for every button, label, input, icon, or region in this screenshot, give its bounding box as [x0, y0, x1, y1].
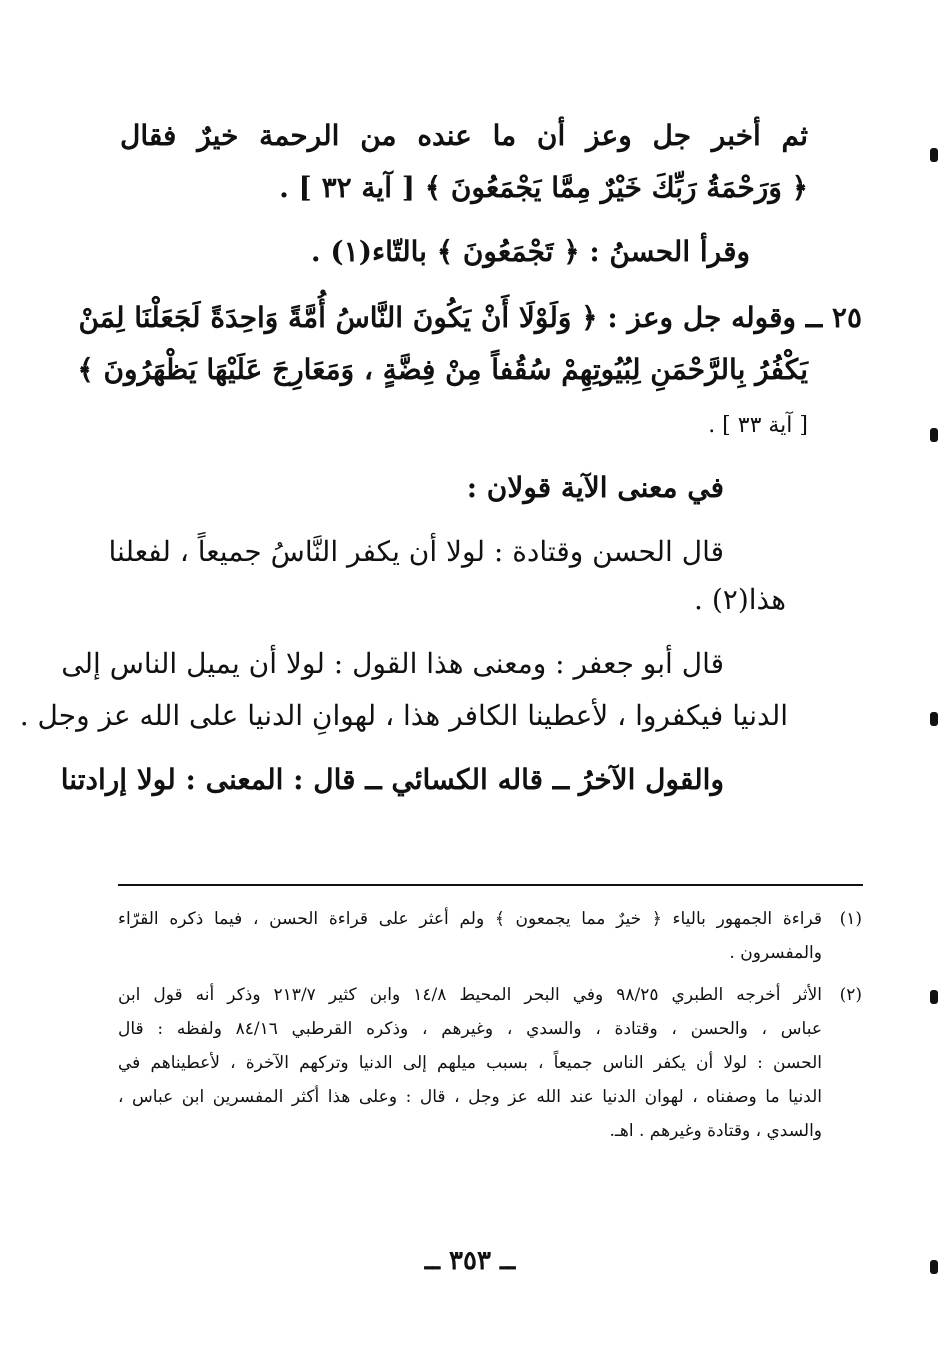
text-line-9: هذا(٢) . — [694, 583, 786, 616]
footnote-2-line-4: الدنيا ما وصفناه ، لهوان الدنيا عند الله عز وجل ، قال : وعلى هذا أكثر المفسرين ابن عباس ، — [118, 1087, 822, 1107]
section-heading: في معنى الآية قولان : — [466, 471, 724, 504]
text-line-4: ٢٥ ــ وقوله جل وعز : ﴿ وَلَوْلَا أَنْ يَكُونَ النَّاسُ أُمَّةً وَاحِدَةً لَجَعَلْنَا لِمَنْ — [78, 301, 862, 334]
text-line-12: والقول الآخرُ ــ قاله الكسائي ــ قال : المعنى : لولا إرادتنا — [60, 763, 724, 796]
footnote-2-number: (٢) — [839, 985, 862, 1005]
text-line-8: قال الحسن وقتادة : لولا أن يكفر النَّاسُ جميعاً ، لفعلنا — [108, 535, 724, 568]
footnote-1-number: (١) — [839, 909, 862, 929]
footnote-2-line-1: الأثر أخرجه الطبري ٩٨/٢٥ وفي البحر المحيط ١٤/٨ وابن كثير ٢١٣/٧ وذكر أنه قول ابن — [118, 985, 823, 1005]
footnote-separator — [118, 884, 863, 886]
binding-mark — [930, 712, 938, 726]
footnote-2-line-3: الحسن : لولا أن يكفر الناس جميعاً ، بسبب ميلهم إلى الدنيا وتركهم الآخرة ، لأعطيناهم في — [118, 1053, 822, 1073]
binding-mark — [930, 148, 938, 162]
footnote-1-line-2: والمفسرون . — [729, 943, 822, 963]
text-line-5: يَكْفُرُ بِالرَّحْمَنِ لِبُيُوتِهِمْ سُقُفاً مِنْ فِضَّةٍ ، وَمَعَارِجَ عَلَيْهَا يَظْهَرُونَ ﴾ — [77, 353, 808, 386]
text-line-6: [ آية ٣٣ ] . — [708, 413, 808, 438]
text-line-11: الدنيا فيكفروا ، لأعطينا الكافر هذا ، لهوانِ الدنيا على الله عز وجل . — [19, 699, 788, 732]
binding-mark — [930, 990, 938, 1004]
text-line-1: ثم أخبر جل وعز أن ما عنده من الرحمة خيرٌ فقال — [120, 119, 808, 152]
footnote-1-line-1: قراءة الجمهور بالياء ﴿ خيرٌ مما يجمعون ﴾ ولم أعثر على قراءة الحسن ، فيما ذكره القرّاء — [118, 909, 822, 929]
text-line-10: قال أبو جعفر : ومعنى هذا القول : لولا أن يميل الناس إلى — [61, 647, 724, 680]
binding-mark — [930, 428, 938, 442]
footnote-2-line-5: والسدي ، وقتادة وغيرهم . اهـ. — [609, 1121, 822, 1141]
page-number: ــ ٣٥٣ ــ — [424, 1246, 516, 1276]
text-line-3: وقرأ الحسنُ : ﴿ تَجْمَعُونَ ﴾ بالتّاء(١) . — [310, 235, 750, 268]
binding-mark — [930, 1260, 938, 1274]
footnote-2-line-2: عباس ، والحسن ، وقتادة ، والسدي ، وغيرهم ، وذكره القرطبي ٨٤/١٦ ولفظه : قال — [118, 1019, 822, 1039]
text-line-2: ﴿ وَرَحْمَةُ رَبِّكَ خَيْرٌ مِمَّا يَجْمَعُونَ ﴾ [ آية ٣٢ ] . — [279, 171, 808, 204]
